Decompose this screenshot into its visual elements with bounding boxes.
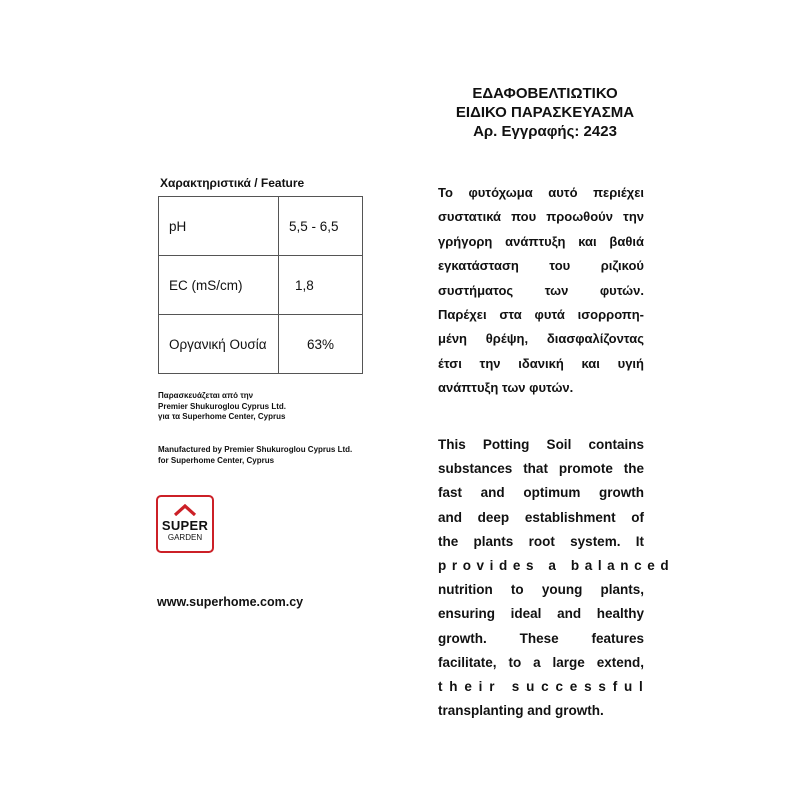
product-title (420, 84, 670, 141)
text-line: growth. These features (438, 630, 644, 646)
feature-value: 63% (279, 315, 363, 374)
website-url: www.superhome.com.cy (157, 595, 304, 609)
title-line-2: ΕΙΔΙΚΟ ΠΑΡΑΣΚΕΥΑΣΜΑ (455, 104, 635, 121)
text-line: substances that promote the (438, 461, 644, 477)
features-table (158, 196, 363, 374)
text-line: facilitate, to a large extend, (438, 654, 644, 670)
title-line-1: ΕΔΑΦΟΒΕΛΤΙΩΤΙΚΟ (472, 85, 618, 102)
note-line: for Superhome Center, Cyprus (158, 455, 275, 465)
manufacturer-note-english (158, 445, 352, 466)
feature-label: Οργανική Ουσία (159, 315, 279, 374)
text-line: the plants root system. It (438, 533, 644, 549)
text-line: ensuring ideal and healthy (438, 606, 644, 622)
text-line: μένη θρέψη, διασφαλίζοντας (438, 331, 644, 347)
table-row (159, 197, 363, 256)
text-line: This Potting Soil contains (438, 437, 644, 452)
note-line: για τα Superhome Center, Cyprus (158, 412, 286, 421)
manufacturer-note-greek (158, 391, 286, 423)
text-line: provides a balanced (438, 558, 675, 574)
text-line: their successful (438, 679, 650, 695)
house-roof-icon (174, 504, 196, 516)
feature-value: 1,8 (279, 256, 363, 315)
super-garden-logo (156, 495, 214, 553)
description-english (438, 433, 675, 723)
text-line: and deep establishment of (438, 509, 644, 525)
logo-word-garden: GARDEN (167, 533, 203, 542)
feature-label: pH (159, 197, 279, 256)
text-line: γρήγορη ανάπτυξη και βαθιά (438, 233, 644, 249)
text-line: nutrition to young plants, (438, 582, 644, 598)
text-line: fast and optimum growth (438, 485, 644, 501)
registration-number: Αρ. Εγγραφής: 2423 (473, 123, 617, 140)
text-line: Παρέχει στα φυτά ισορροπη- (438, 307, 644, 323)
description-greek (438, 181, 644, 401)
text-line: εγκατάσταση του ριζικού (438, 258, 644, 274)
feature-label: EC (mS/cm) (159, 256, 279, 315)
features-caption: Χαρακτηριστικά / Feature (160, 176, 305, 190)
text-line: συστατικά που προωθούν την (438, 209, 644, 225)
text-line: Το φυτόχωμα αυτό περιέχει (438, 185, 644, 200)
table-row (159, 256, 363, 315)
note-line: Manufactured by Premier Shukuroglou Cyprus Ltd. (158, 445, 353, 454)
text-line: ανάπτυξη των φυτών. (438, 380, 574, 396)
note-line: Premier Shukuroglou Cyprus Ltd. (158, 401, 287, 411)
feature-value: 5,5 - 6,5 (279, 197, 363, 256)
table-row (159, 315, 363, 374)
note-line: Παρασκευάζεται από την (158, 391, 254, 400)
text-line: transplanting and growth. (438, 703, 604, 719)
logo-word-super: SUPER (161, 518, 209, 533)
text-line: έτσι την ιδανική και υγιή (438, 355, 644, 371)
text-line: συστήματος των φυτών. (438, 282, 644, 298)
